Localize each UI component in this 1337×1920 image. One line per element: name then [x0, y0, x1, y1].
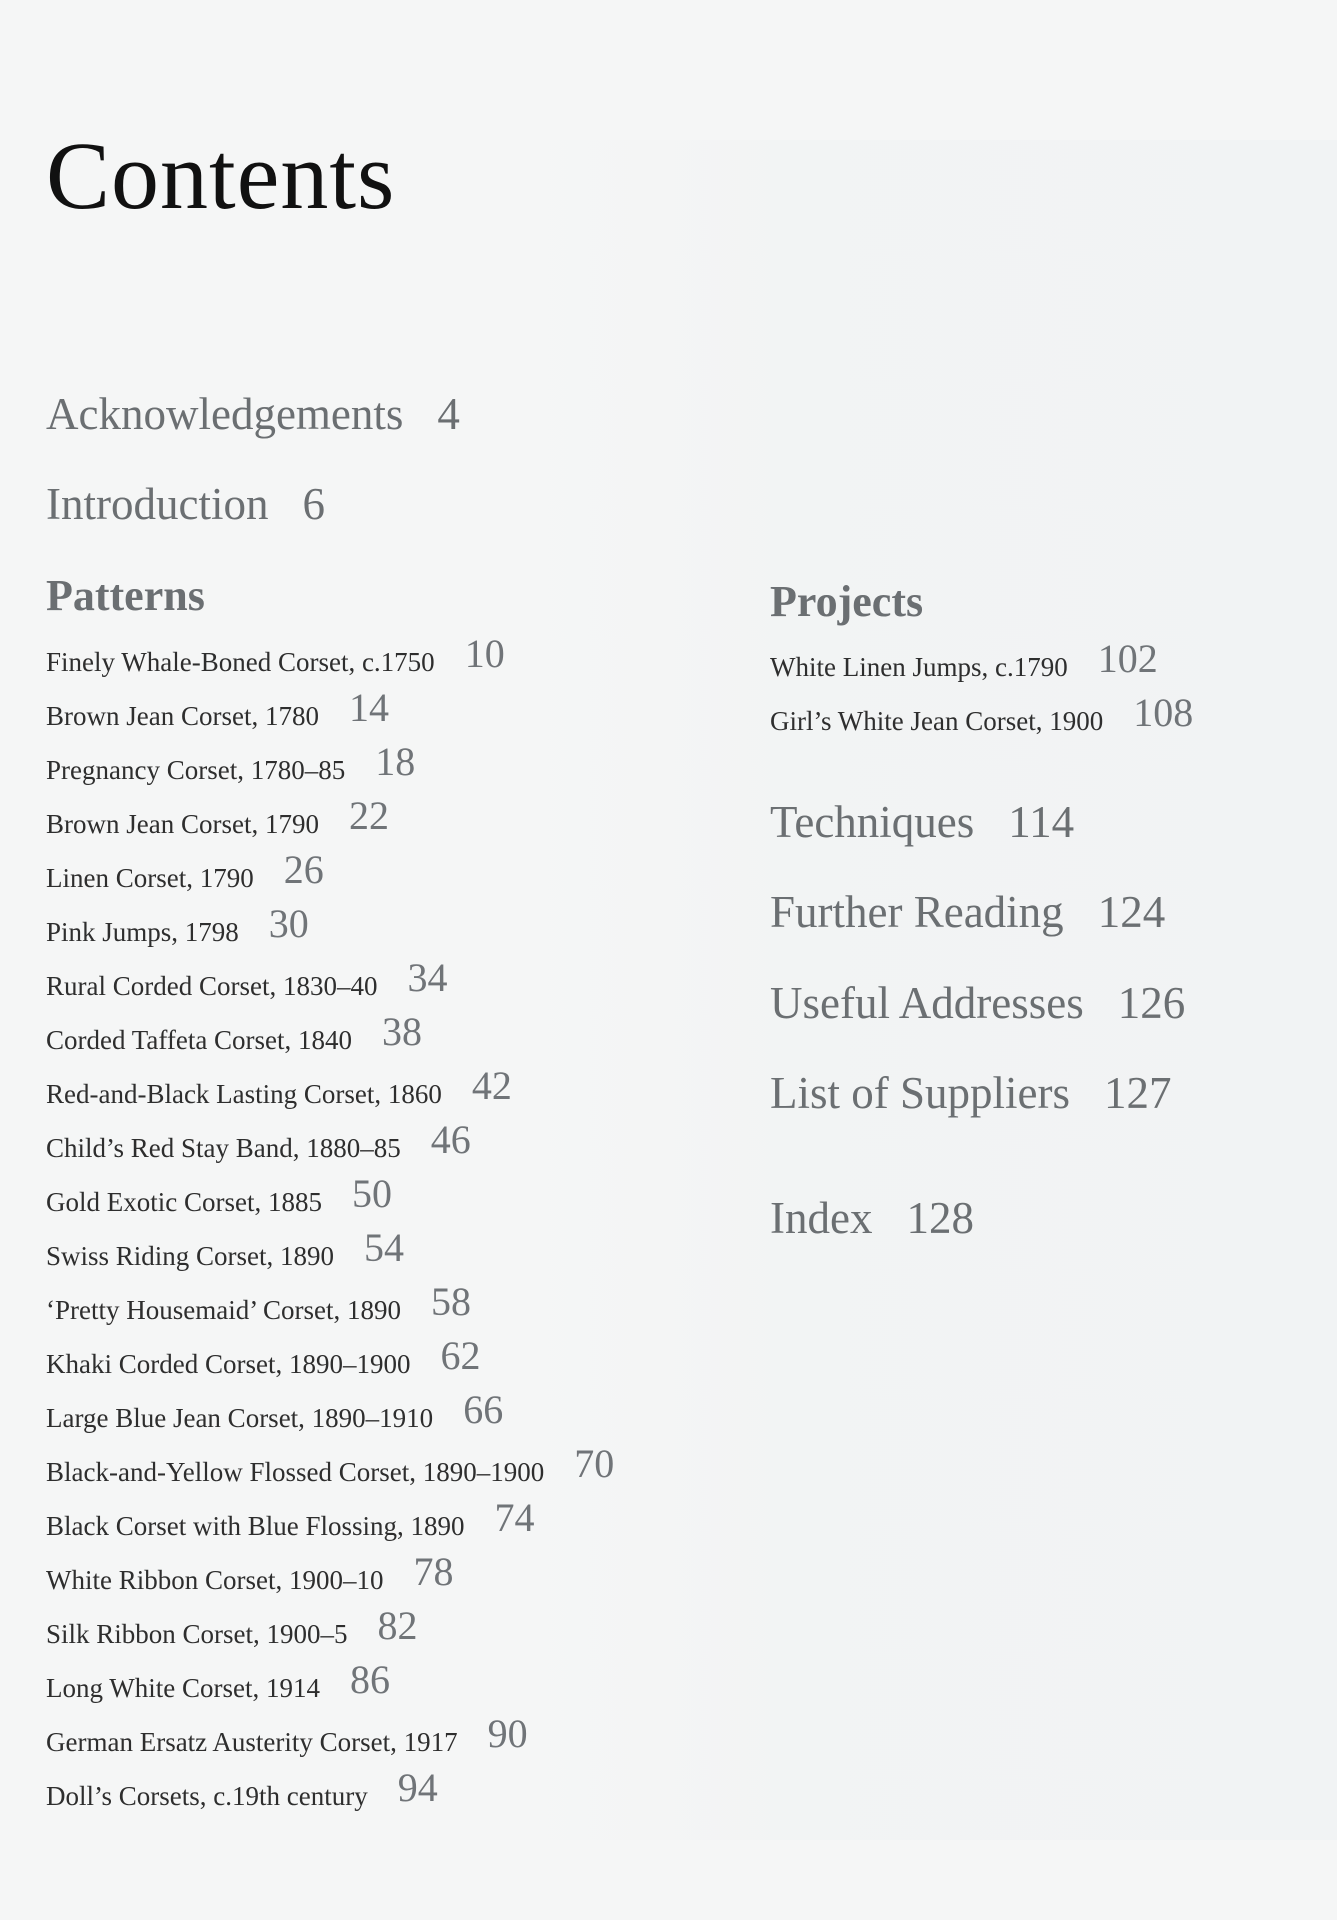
toc-item-label: Rural Corded Corset, 1830–40: [46, 971, 378, 1001]
toc-item-label: Doll’s Corsets, c.19th century: [46, 1781, 368, 1811]
toc-item-page: 54: [364, 1225, 405, 1270]
toc-item-page: 50: [351, 1171, 392, 1216]
toc-list-item: [46, 1603, 418, 1650]
toc-entry-page: 126: [1117, 978, 1186, 1028]
toc-item-page: 58: [430, 1279, 471, 1324]
toc-list-item: [46, 1441, 615, 1488]
toc-item-label: ‘Pretty Housemaid’ Corset, 1890: [46, 1295, 401, 1325]
toc-entry-page: 124: [1097, 887, 1166, 937]
toc-item-label: Girl’s White Jean Corset, 1900: [770, 706, 1104, 736]
toc-list-item: [46, 793, 389, 840]
toc-list-item: [46, 1495, 535, 1542]
toc-item-page: 74: [494, 1495, 535, 1540]
toc-item-label: Large Blue Jean Corset, 1890–1910: [46, 1403, 434, 1433]
toc-entry-page: 128: [906, 1193, 974, 1243]
toc-item-label: Black-and-Yellow Flossed Corset, 1890–1900: [46, 1457, 545, 1487]
toc-list-item: [46, 1117, 471, 1164]
toc-entry-page: 6: [302, 479, 325, 529]
toc-list-item: [46, 1387, 504, 1434]
toc-item-label: Gold Exotic Corset, 1885: [46, 1187, 322, 1217]
toc-item-page: 78: [413, 1549, 454, 1594]
toc-entry-label: Useful Addresses: [770, 978, 1084, 1028]
toc-item-page: 90: [487, 1711, 528, 1756]
toc-entry-page: 127: [1104, 1068, 1172, 1118]
toc-entry-page: 114: [1008, 797, 1075, 847]
toc-item-page: 62: [440, 1333, 481, 1378]
toc-list-item: [46, 1279, 471, 1326]
toc-item-page: 34: [407, 955, 448, 1000]
toc-item-label: White Linen Jumps, c.1790: [770, 652, 1068, 682]
toc-item-label: Black Corset with Blue Flossing, 1890: [46, 1511, 465, 1541]
toc-entry-label: Introduction: [46, 479, 269, 529]
toc-item-page: 82: [377, 1603, 418, 1648]
toc-item-label: Long White Corset, 1914: [46, 1673, 320, 1703]
toc-item-page: 30: [268, 901, 309, 946]
toc-item-page: 108: [1133, 690, 1194, 735]
toc-item-page: 22: [348, 793, 389, 838]
toc-item-page: 14: [348, 685, 389, 730]
toc-item-page: 38: [382, 1009, 423, 1054]
patterns-heading: Patterns: [46, 571, 205, 620]
toc-item-label: White Ribbon Corset, 1900–10: [46, 1565, 384, 1595]
toc-entry-label: List of Suppliers: [770, 1068, 1070, 1118]
toc-item-page: 26: [283, 847, 324, 892]
toc-list-item: [46, 1009, 423, 1056]
toc-entry-useful-addresses: [770, 978, 1186, 1028]
toc-item-page: 66: [463, 1387, 504, 1432]
toc-list-item: [46, 631, 505, 678]
toc-item-label: Brown Jean Corset, 1790: [46, 809, 319, 839]
toc-entry-list-of-suppliers: [770, 1068, 1172, 1118]
toc-list-item: [46, 1063, 512, 1110]
toc-entry-label: Index: [770, 1193, 873, 1243]
toc-item-page: 86: [349, 1657, 390, 1702]
toc-entry-index: [770, 1193, 974, 1243]
toc-entry-techniques: [770, 797, 1075, 847]
toc-entry-label: Techniques: [770, 797, 975, 847]
toc-entry-further-reading: [770, 887, 1166, 937]
toc-item-label: Pink Jumps, 1798: [46, 917, 239, 947]
toc-item-page: 10: [464, 631, 505, 676]
toc-list-item: [46, 1225, 405, 1272]
toc-list-item: [46, 1765, 438, 1812]
toc-list-item: [770, 690, 1194, 737]
toc-list-item: [46, 955, 448, 1002]
toc-list-item: [46, 685, 389, 732]
toc-list-item: [46, 1657, 390, 1704]
toc-item-label: Swiss Riding Corset, 1890: [46, 1241, 335, 1271]
toc-list-item: [46, 739, 416, 786]
toc-item-label: Finely Whale-Boned Corset, c.1750: [46, 647, 435, 677]
toc-entry-label: Further Reading: [770, 887, 1064, 937]
toc-item-page: 94: [397, 1765, 438, 1810]
toc-item-label: Child’s Red Stay Band, 1880–85: [46, 1133, 401, 1163]
toc-item-label: Red-and-Black Lasting Corset, 1860: [46, 1079, 442, 1109]
toc-list-item: [46, 1711, 528, 1758]
toc-item-label: Linen Corset, 1790: [46, 863, 254, 893]
toc-list-item: [46, 847, 324, 894]
toc-item-page: 102: [1097, 636, 1158, 681]
toc-entry-acknowledgements: [46, 389, 460, 439]
toc-item-label: Silk Ribbon Corset, 1900–5: [46, 1619, 348, 1649]
toc-item-page: 18: [375, 739, 416, 784]
toc-list-item: [46, 901, 309, 948]
toc-list-item: [46, 1333, 481, 1380]
toc-item-label: Corded Taffeta Corset, 1840: [46, 1025, 353, 1055]
toc-item-label: German Ersatz Austerity Corset, 1917: [46, 1727, 458, 1757]
toc-item-label: Pregnancy Corset, 1780–85: [46, 755, 346, 785]
toc-list-item: [770, 636, 1158, 683]
toc-list-item: [46, 1549, 454, 1596]
toc-item-label: Brown Jean Corset, 1780: [46, 701, 319, 731]
toc-item-page: 70: [574, 1441, 615, 1486]
toc-item-label: Khaki Corded Corset, 1890–1900: [46, 1349, 411, 1379]
toc-item-page: 42: [471, 1063, 512, 1108]
page-title: Contents: [46, 122, 396, 229]
toc-entry-page: 4: [437, 389, 460, 439]
toc-entry-label: Acknowledgements: [46, 389, 404, 439]
toc-item-page: 46: [430, 1117, 471, 1162]
toc-entry-introduction: [46, 479, 325, 529]
projects-heading: Projects: [770, 577, 924, 626]
toc-list-item: [46, 1171, 392, 1218]
